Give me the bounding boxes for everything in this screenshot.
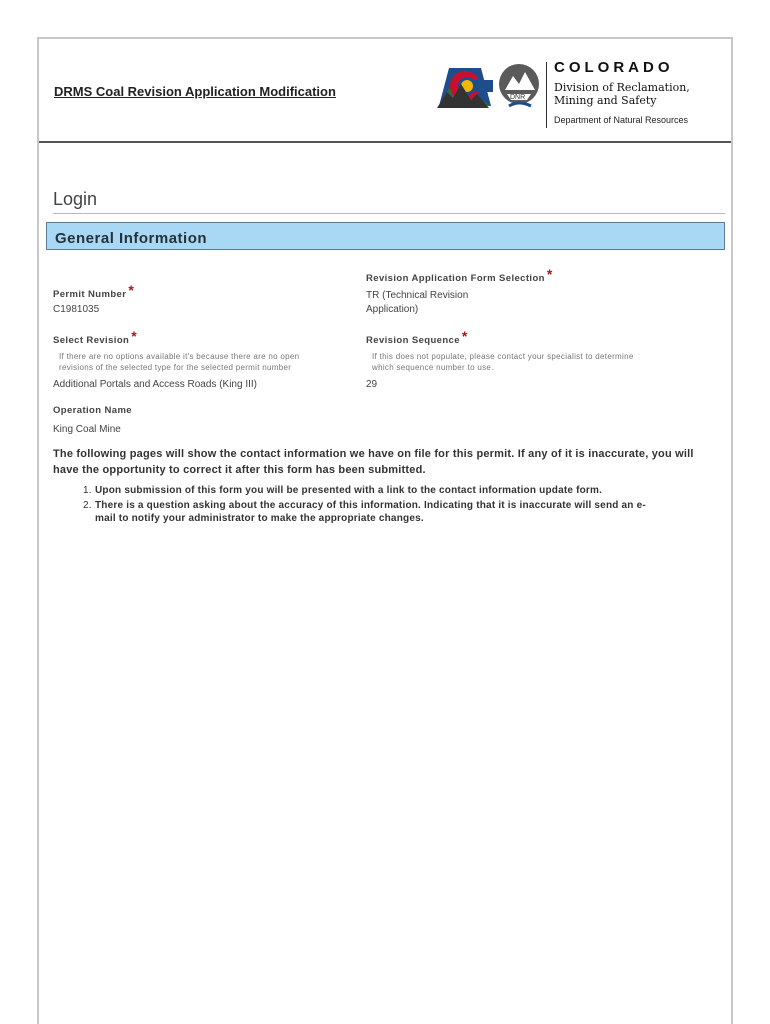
list-item: 2. There is a question asking about the accuracy of this information. Indicating that it is inaccurate will send an e- mail to notify your administrator to make the appropriate changes. (83, 499, 646, 524)
dnr-badge-text: DNR (510, 94, 526, 101)
division-name (554, 81, 724, 107)
division-name-line2: Mining and Safety (554, 94, 657, 107)
instructions-list (83, 484, 721, 527)
select-revision-value[interactable]: Additional Portals and Access Roads (King III) (53, 379, 257, 390)
permit-number-value: C1981035 (53, 304, 100, 315)
form-title: DRMS Coal Revision Application Modification (54, 84, 336, 99)
required-marker: * (128, 282, 135, 298)
form-selection-value: TR (Technical Revision Application) (366, 290, 469, 315)
dnr-badge-icon (497, 62, 541, 112)
list-item-number: 2. (83, 499, 92, 511)
page-frame (37, 37, 733, 1024)
select-revision-help: If there are no options available it's because there are no open revisions of the selected type for the selected permit number (59, 352, 300, 372)
contact-info-paragraph: The following pages will show the contact information we have on file for this permit. If any of it is inaccurate, you will have the opportunity to correct it after this form has been submitted. (53, 448, 694, 476)
required-marker: * (546, 266, 553, 282)
list-item: 1. Upon submission of this form you will be presented with a link to the contact information update form. (83, 485, 603, 496)
revision-sequence-help: If this does not populate, please contact your specialist to determine which sequence number to use. (372, 352, 634, 372)
page-header (39, 39, 731, 143)
department-name: Department of Natural Resources (554, 115, 689, 125)
required-marker: * (131, 328, 138, 344)
revision-sequence-value: 29 (366, 379, 378, 390)
operation-name-value: King Coal Mine (53, 424, 121, 435)
colorado-c-logo-icon (437, 62, 493, 112)
operation-name-label: Operation Name (53, 405, 132, 416)
division-name-line1: Division of Reclamation, (554, 81, 690, 94)
logo-divider (546, 62, 547, 128)
section-header-general-information (46, 222, 725, 250)
select-revision-label: Select Revision * (53, 328, 138, 346)
revision-sequence-label: Revision Sequence * (366, 328, 468, 346)
list-item-number: 1. (83, 485, 92, 496)
colorado-wordmark: COLORADO (554, 59, 674, 76)
permit-number-label: Permit Number * (53, 282, 135, 300)
form-selection-label: Revision Application Form Selection * (366, 266, 553, 284)
required-marker: * (461, 328, 468, 344)
colorado-drms-logo (437, 54, 727, 134)
section-title: General Information (55, 230, 208, 247)
login-heading: Login (53, 189, 725, 214)
